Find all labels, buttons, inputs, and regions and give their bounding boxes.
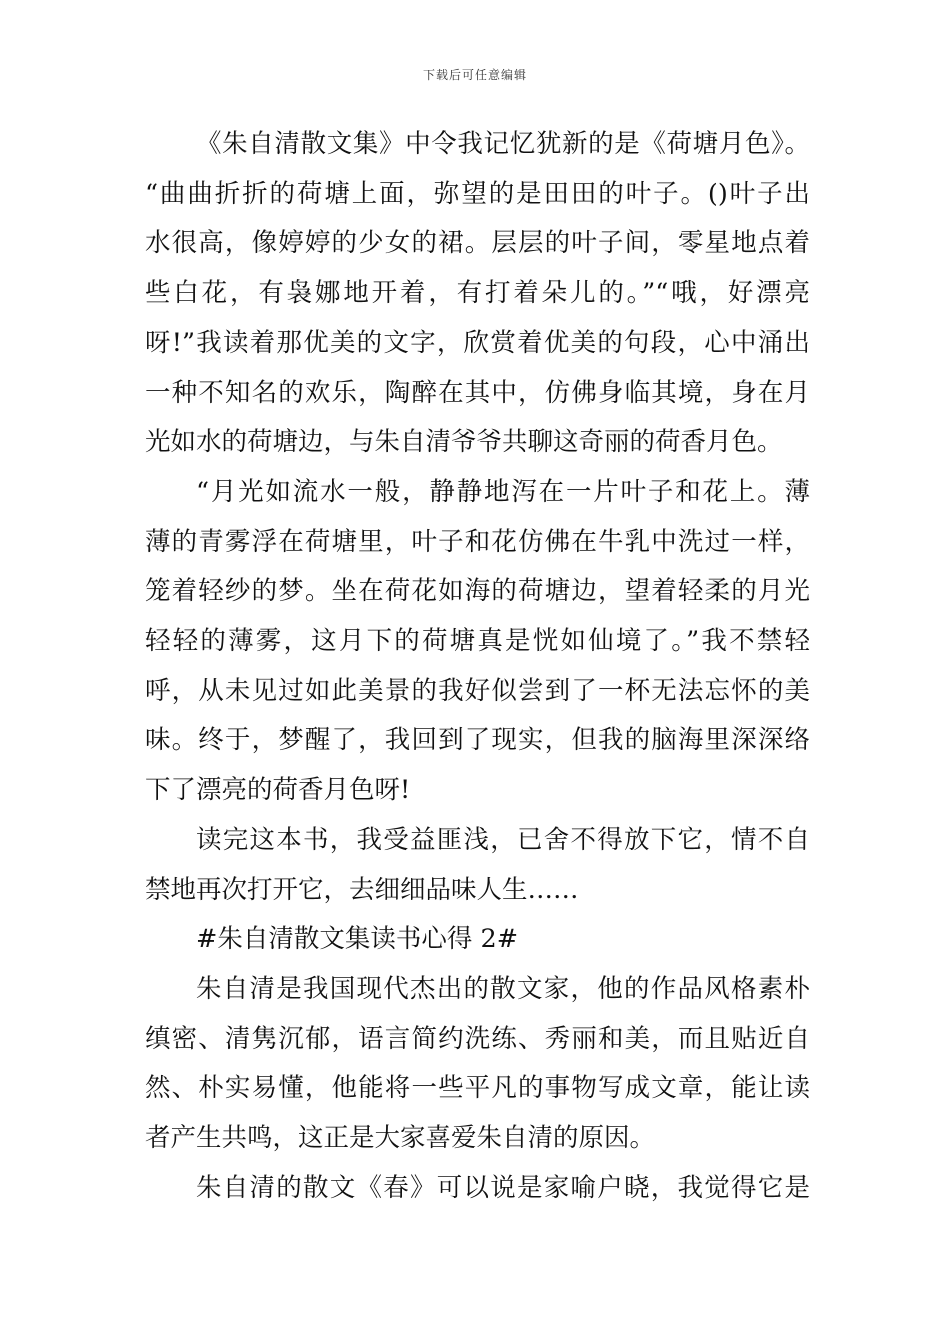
text-line: 轻轻的薄雾，这月下的荷塘真是恍如仙境了。”我不禁轻 (145, 626, 810, 657)
text-line: #朱自清散文集读书心得 2# (196, 924, 519, 955)
text-line: 读完这本书，我受益匪浅，已舍不得放下它，情不自 (196, 824, 810, 855)
body-text (145, 120, 810, 1213)
text-line: 光如水的荷塘边，与朱自清爷爷共聊这奇丽的荷香月色。 (145, 427, 783, 458)
text-line: 朱自清是我国现代杰出的散文家，他的作品风格素朴 (196, 973, 810, 1004)
text-line: 味。终于，梦醒了，我回到了现实，但我的脑海里深深络 (145, 725, 810, 756)
text-line: 者产生共鸣，这正是大家喜爱朱自清的原因。 (145, 1123, 656, 1154)
text-line: 然、朴实易懂，他能将一些平凡的事物写成文章，能让读 (145, 1073, 810, 1104)
text-line: 《朱自清散文集》中令我记忆犹新的是《荷塘月色》。 (196, 129, 810, 159)
text-line: 薄的青雾浮在荷塘里，叶子和花仿佛在牛乳中洗过一样， (145, 526, 810, 557)
text-line: 缜密、清隽沉郁，语言简约洗练、秀丽和美，而且贴近自 (145, 1023, 810, 1054)
text-line: “月光如流水一般，静静地泻在一片叶子和花上。薄 (196, 476, 810, 507)
text-line: 呀!”我读着那优美的文字，欣赏着优美的句段，心中涌出 (145, 327, 810, 358)
header-note: 下载后可任意编辑 (422, 68, 527, 82)
text-line: 笼着轻纱的梦。坐在荷花如海的荷塘边，望着轻柔的月光 (145, 576, 810, 607)
text-line: 些白花，有袅娜地开着，有打着朵儿的。”“哦，好漂亮 (145, 278, 810, 309)
text-line: 呼，从未见过如此美景的我好似尝到了一杯无法忘怀的美 (145, 675, 810, 706)
text-line: 水很高，像婷婷的少女的裙。层层的叶子间，零星地点着 (145, 228, 810, 259)
text-line: “曲曲折折的荷塘上面，弥望的是田田的叶子。()叶子出 (145, 178, 810, 209)
text-line: 禁地再次打开它，去细细品味人生…… (145, 874, 579, 905)
text-line: 一种不知名的欢乐，陶醉在其中，仿佛身临其境，身在月 (145, 377, 810, 408)
text-line: 下了漂亮的荷香月色呀! (145, 775, 411, 806)
text-line: 朱自清的散文《春》可以说是家喻户晓，我觉得它是 (196, 1172, 810, 1203)
